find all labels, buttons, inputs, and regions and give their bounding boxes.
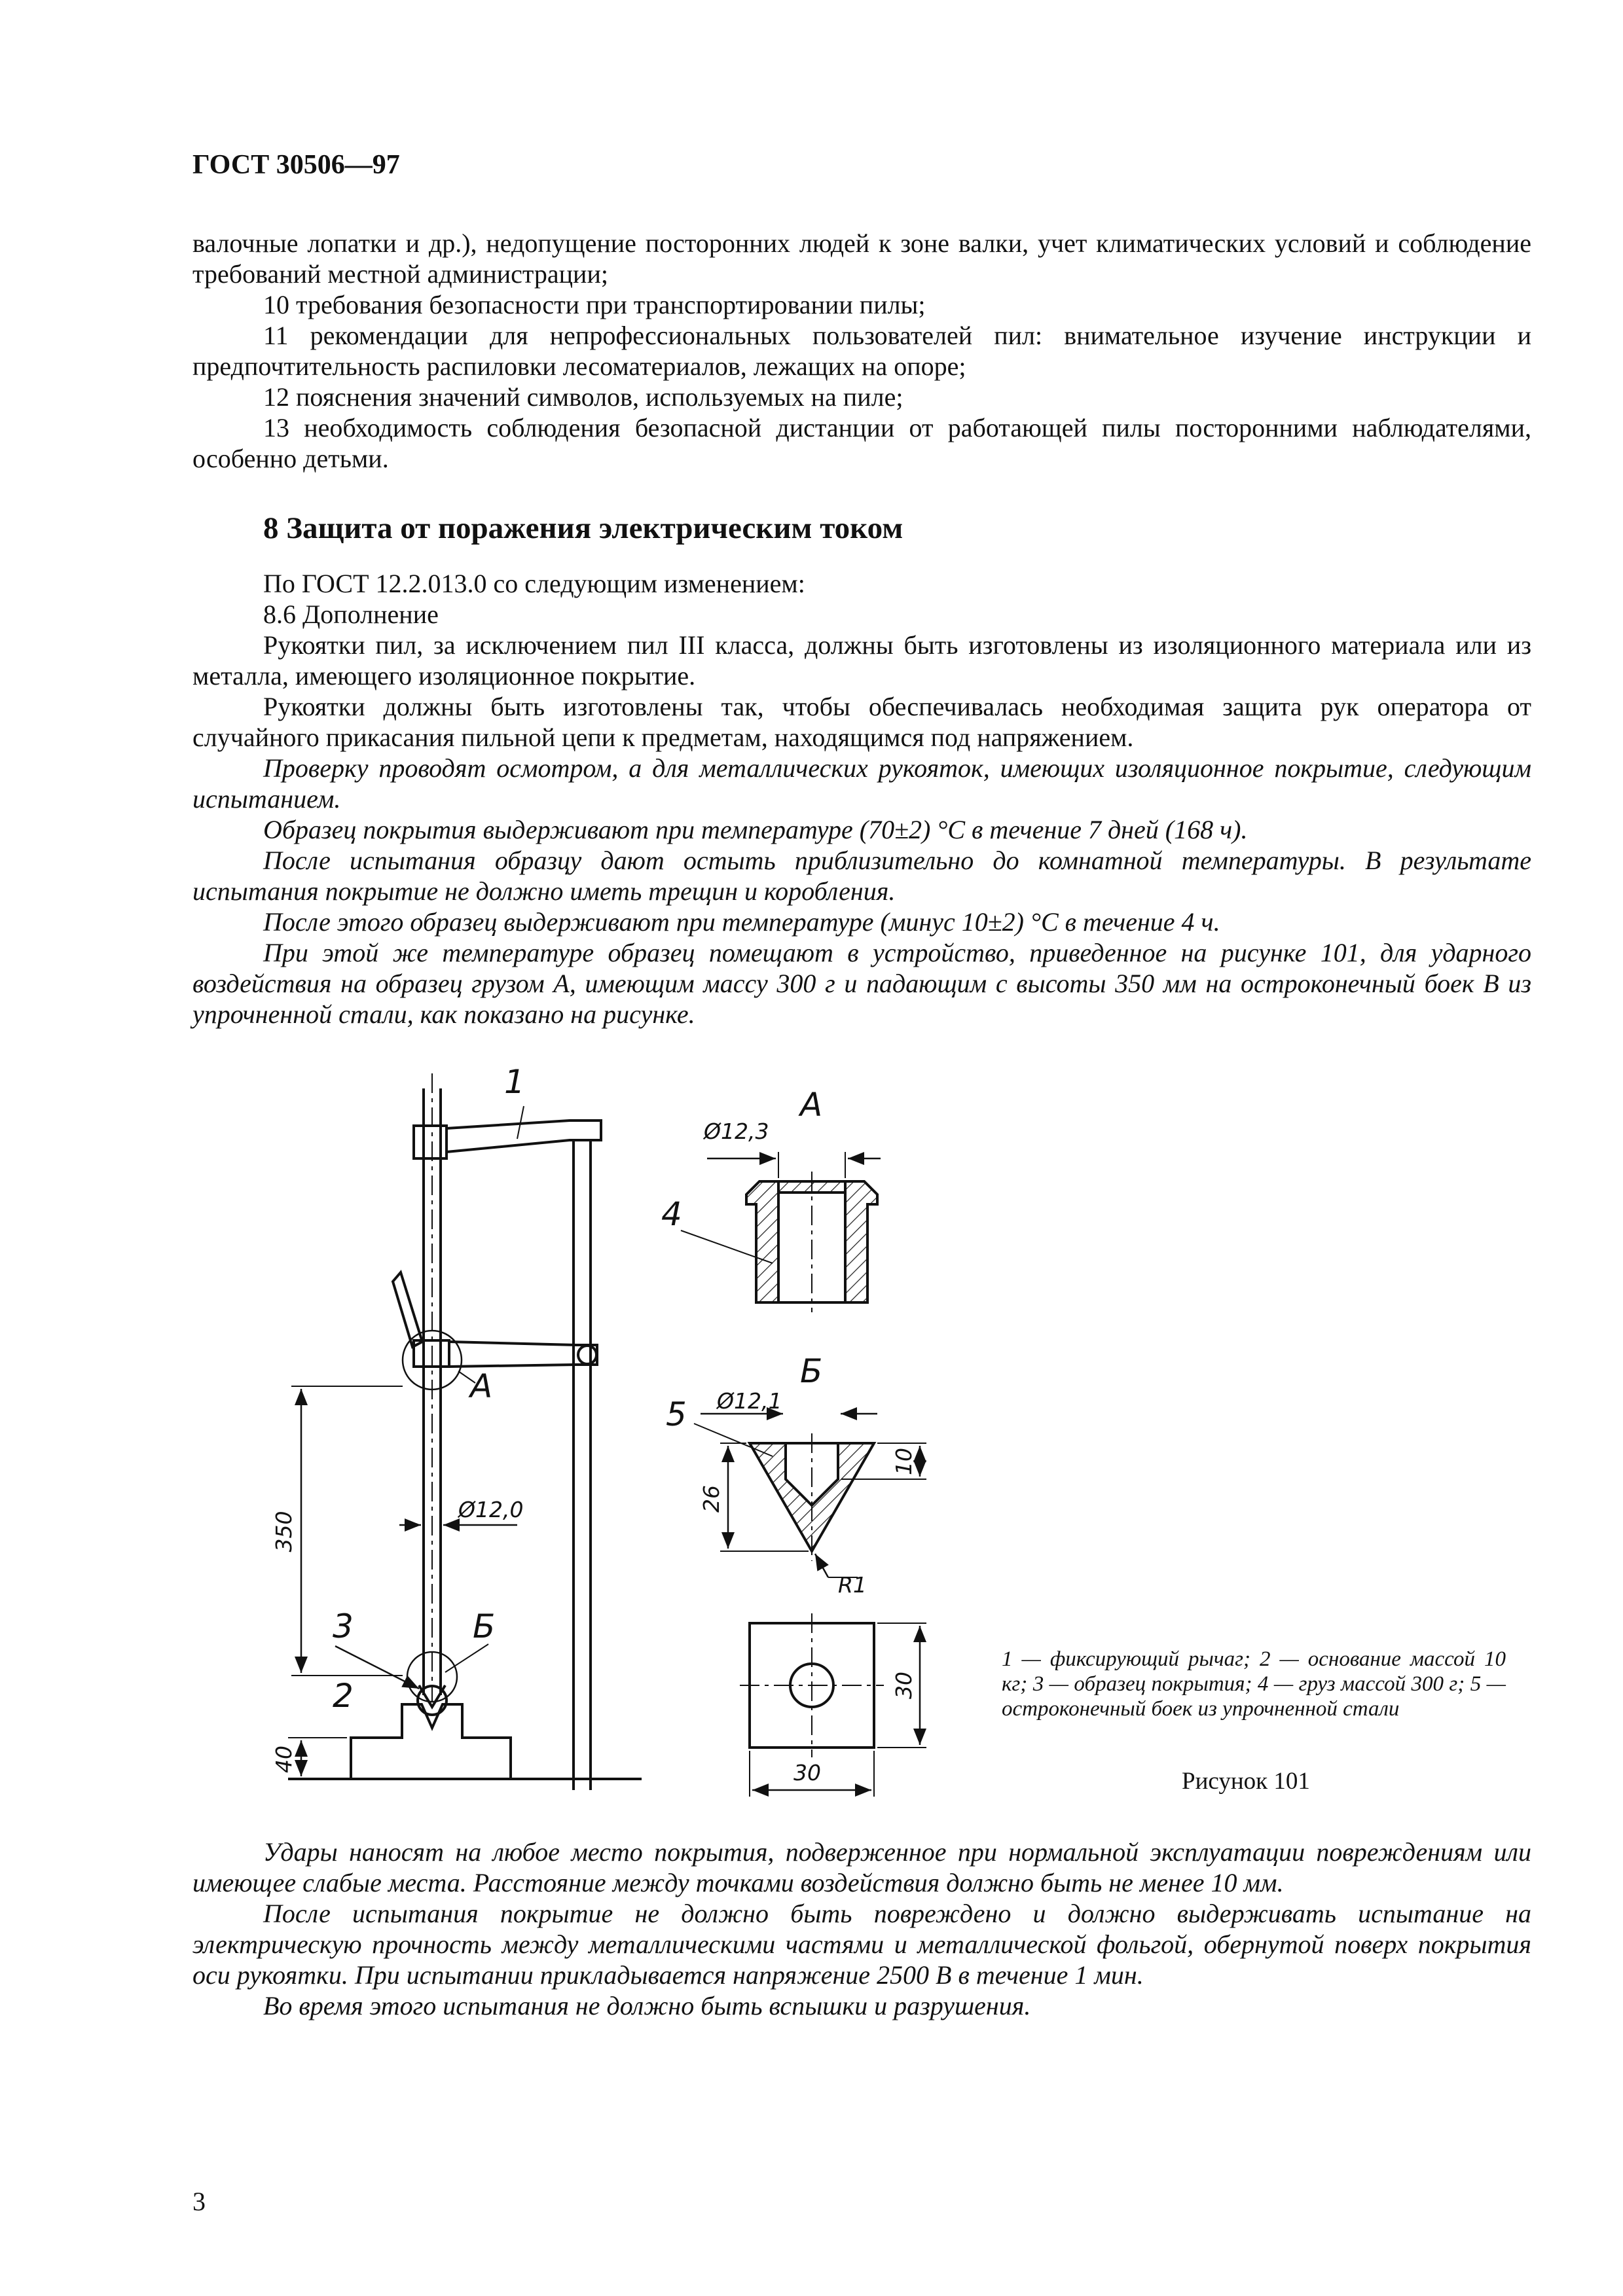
dimension-h40: 40 bbox=[271, 1746, 297, 1773]
dimension-h350: 350 bbox=[271, 1511, 297, 1552]
paragraph: Образец покрытия выдерживают при температуре (70±2) °С в течение 7 дней (168 ч). bbox=[263, 815, 1248, 844]
paragraph: После этого образец выдерживают при температуре (минус 10±2) °С в течение 4 ч. bbox=[263, 907, 1220, 937]
dimension-h10: 10 bbox=[891, 1448, 917, 1475]
dimension-r1: R1 bbox=[838, 1572, 867, 1598]
list-item: 12 пояснения значений символов, используемых на пиле; bbox=[263, 382, 903, 412]
dimension-d12-0: Ø12,0 bbox=[458, 1497, 524, 1522]
paragraph: 8.6 Дополнение bbox=[263, 600, 439, 629]
sample-square-view bbox=[740, 1613, 926, 1797]
callout-a: А bbox=[470, 1367, 493, 1405]
page-number: 3 bbox=[192, 2187, 206, 2216]
paragraph: После испытания покрытие не должно быть повреждено и должно выдерживать испытание на электрическую прочность между металлическими частями и металлической фольгой, обернутой поверх покрытия оси рукоятки. При испытании прикладывается напряжение 2500 В в течение 1 мин. bbox=[192, 1899, 1531, 1990]
section-title: 8 Защита от поражения электрическим током bbox=[263, 511, 903, 545]
list-item: 13 необходимость соблюдения безопасной дистанции от работающей пилы посторонними наблюдателями, особенно детьми. bbox=[192, 413, 1531, 473]
list-item: 10 требования безопасности при транспортировании пилы; bbox=[263, 290, 926, 319]
paragraph: При этой же температуре образец помещают в устройство, приведенное на рисунке 101, для ударного воздействия на образец грузом А, имеющим массу 300 г и падающим с высоты 350 мм на остроконечный боек В из упрочненной стали, как показано на рисунке. bbox=[192, 938, 1531, 1029]
figure-legend: 1 — фиксирующий рычаг; 2 — основание массой 10 кг; 3 — образец покрытия; 4 — груз массой 300 г; 5 — остроконечный боек из упрочненной стали bbox=[1002, 1647, 1506, 1721]
detail-b-tip bbox=[694, 1414, 926, 1577]
paragraph: Проверку проводят осмотром, а для металлических рукояток, имеющих изоляционное покрытие, следующим испытанием. bbox=[192, 753, 1531, 814]
dimension-h30: 30 bbox=[891, 1672, 917, 1699]
callout-b: Б bbox=[473, 1607, 496, 1645]
label-4: 4 bbox=[661, 1195, 682, 1233]
dimension-h26: 26 bbox=[699, 1485, 724, 1513]
dimension-d12-1: Ø12,1 bbox=[717, 1388, 782, 1414]
label-b-title: Б bbox=[800, 1352, 823, 1390]
label-2: 2 bbox=[333, 1677, 354, 1715]
paragraph: По ГОСТ 12.2.013.0 со следующим изменением: bbox=[263, 569, 805, 598]
paragraph: Рукоятки должны быть изготовлены так, чтобы обеспечивалась необходимая защита рук оператора от случайного прикасания пильной цепи к предметам, находящимся под напряжением. bbox=[192, 692, 1531, 752]
document-header: ГОСТ 30506—97 bbox=[192, 150, 400, 180]
label-3: 3 bbox=[333, 1607, 354, 1645]
paragraph: валочные лопатки и др.), недопущение посторонних людей к зоне валки, учет климатических условий и соблюдение требований местной администрации; bbox=[192, 228, 1531, 289]
list-item: 11 рекомендации для непрофессиональных пользователей пил: внимательное изучение инструкции и предпочтительность распиловки лесоматериалов, лежащих на опоре; bbox=[192, 321, 1531, 381]
figure-title: Рисунок 101 bbox=[1182, 1768, 1310, 1795]
dimension-w30: 30 bbox=[793, 1760, 821, 1785]
paragraph: Удары наносят на любое место покрытия, подверженное при нормальной эксплуатации повреждениям или имеющее слабые места. Расстояние между точками воздействия должно быть не менее 10 мм. bbox=[192, 1837, 1531, 1897]
label-5: 5 bbox=[666, 1395, 687, 1433]
dimension-d12-3: Ø12,3 bbox=[704, 1119, 769, 1144]
label-a-title: А bbox=[800, 1086, 823, 1124]
paragraph: После испытания образцу дают остыть приблизительно до комнатной температуры. В результате испытания покрытие не должно иметь трещин и коробления. bbox=[192, 846, 1531, 906]
detail-a-weight bbox=[681, 1152, 881, 1312]
bottom-text-block bbox=[192, 1837, 1531, 2021]
paragraph: Рукоятки пил, за исключением пил III класса, должны быть изготовлены из изоляционного материала или из металла, имеющего изоляционное покрытие. bbox=[192, 630, 1531, 691]
label-1: 1 bbox=[504, 1063, 525, 1101]
paragraph: Во время этого испытания не должно быть вспышки и разрушения. bbox=[263, 1991, 1031, 2020]
